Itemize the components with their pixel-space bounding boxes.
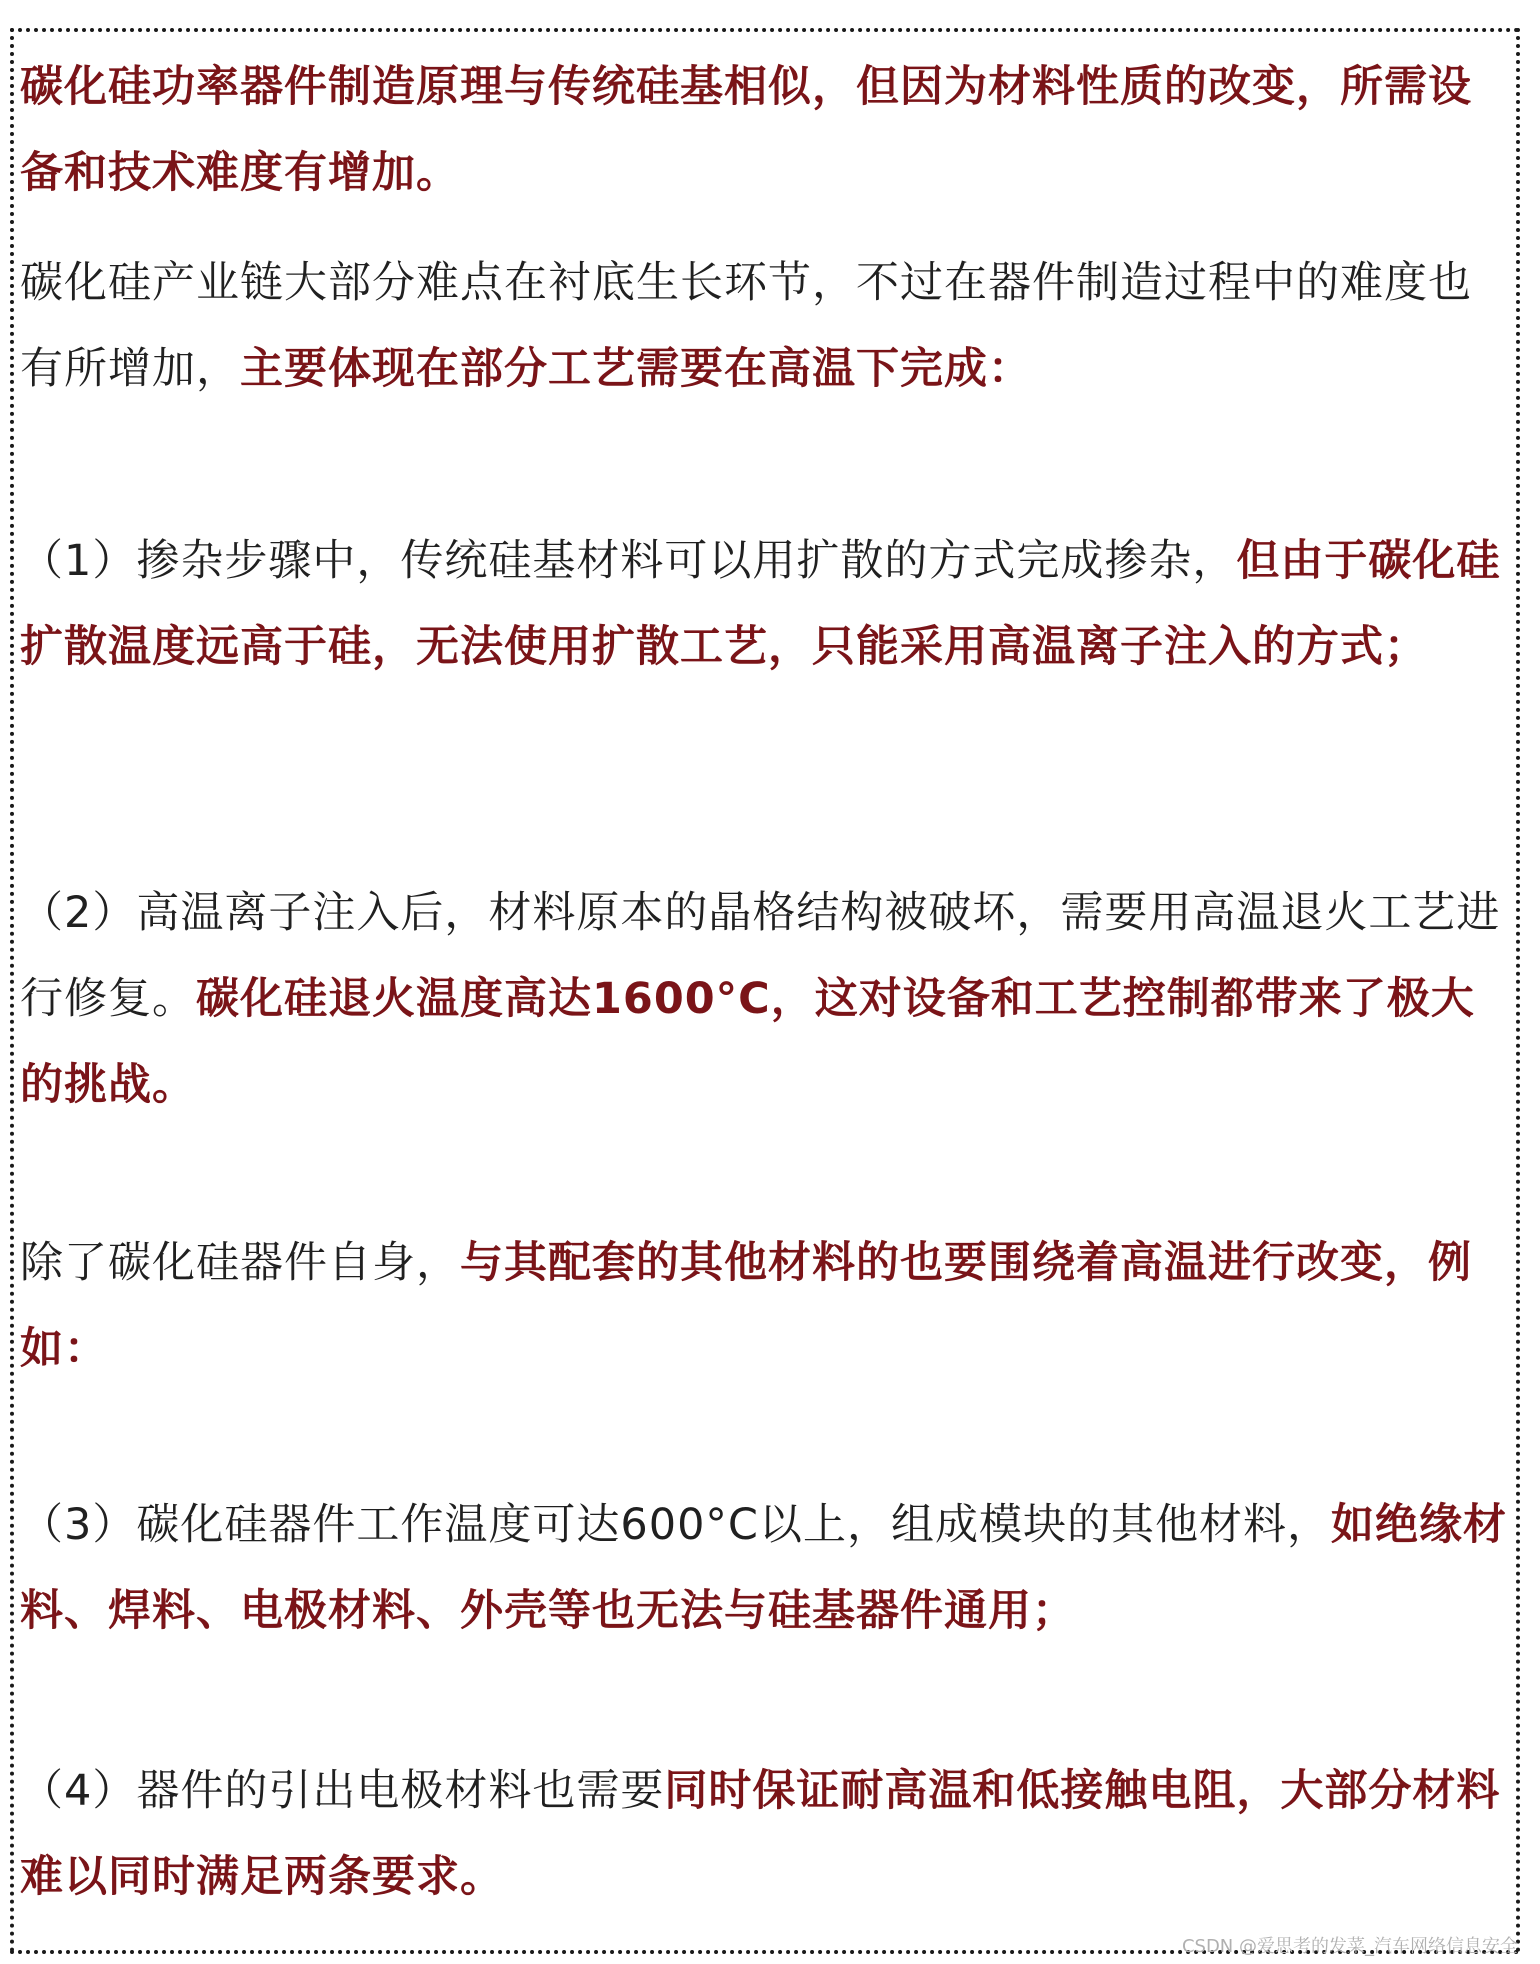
emphasis-text: 碳化硅功率器件制造原理与传统硅基相似，但因为材料性质的改变，所需设备和技术难度有增加。 xyxy=(20,62,1472,198)
emphasis-text: 主要体现在部分工艺需要在高温下完成： xyxy=(240,344,1032,394)
emphasis-text: 但由于碳化硅扩散温度远高于硅，无法使用扩散工艺，只能采用高温离子注入的方式； xyxy=(20,536,1501,672)
paragraph-item-4 xyxy=(20,1748,1508,1920)
paragraph-item-2 xyxy=(20,870,1508,1128)
body-text: （1）掺杂步骤中，传统硅基材料可以用扩散的方式完成掺杂， xyxy=(20,536,1237,586)
paragraph-item-3 xyxy=(20,1482,1508,1654)
paragraph-difficulty xyxy=(20,240,1508,412)
emphasis-text: 与其配套的其他材料的也要围绕着高温进行改变，例如： xyxy=(20,1238,1472,1374)
body-text: （2）高温离子注入后，材料原本的晶格结构被破坏，需要用高温退火工艺进行修复。 xyxy=(20,888,1501,1024)
emphasis-text: 碳化硅退火温度高达1600°C，这对设备和工艺控制都带来了极大的挑战。 xyxy=(20,974,1475,1110)
paragraph-item-1 xyxy=(20,518,1508,690)
body-text: 除了碳化硅器件自身， xyxy=(20,1238,460,1288)
emphasis-text: 如绝缘材料、焊料、电极材料、外壳等也无法与硅基器件通用； xyxy=(20,1500,1507,1636)
paragraph-matching-materials xyxy=(20,1220,1508,1392)
body-text: 碳化硅产业链大部分难点在衬底生长环节，不过在器件制造过程中的难度也有所增加， xyxy=(20,258,1472,394)
emphasis-text: 同时保证耐高温和低接触电阻，大部分材料难以同时满足两条要求。 xyxy=(20,1766,1501,1902)
body-text: （3）碳化硅器件工作温度可达600°C以上，组成模块的其他材料， xyxy=(20,1500,1331,1550)
body-text: （4）器件的引出电极材料也需要 xyxy=(20,1766,665,1816)
paragraph-intro xyxy=(20,44,1508,216)
watermark-text: CSDN @爱思考的发菜_汽车网络信息安全 xyxy=(1181,1936,1518,1957)
